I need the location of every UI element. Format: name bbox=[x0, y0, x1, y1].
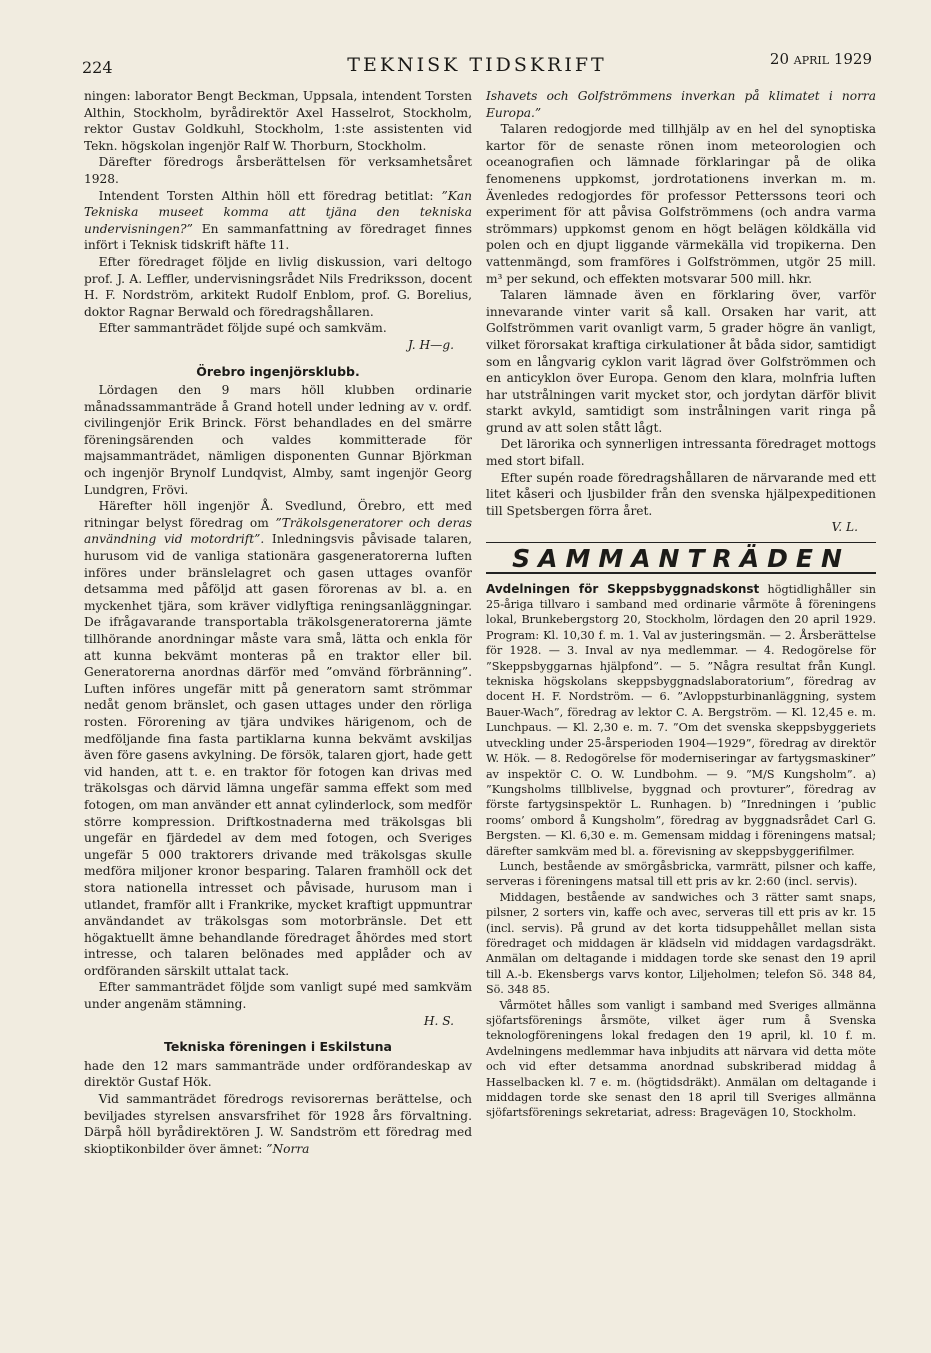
paragraph: Efter föredraget följde en livlig diskussion, vari deltogo prof. J. A. Leffler, undervisningsrådet Nils Fredriksson, docent H. F. Nordström, arkitekt Rudolf Enblom, prof. G. Borelius, doktor Ragnar Berwald och föredragshållaren. bbox=[84, 254, 472, 319]
signature: V. L. bbox=[831, 520, 858, 535]
paragraph: Vid sammanträdet föredrogs revisorernas berättelse, och beviljades styrelsen ansvarsfrihet för 1928 års förvaltning. Därpå höll byrådirektören J. W. Sandström ett föredrag med skioptikonbilder över ämnet: ”Norra bbox=[84, 1092, 472, 1156]
meeting-notices bbox=[486, 582, 876, 1121]
notice-paragraph: Vårmötet hålles som vanligt i samband med Sveriges allmänna sjöfartsförenings årsmöte, vilket äger rum å Svenska teknologföreningens lokal fredagen den 19 april, kl. 10 f. m. Avdelningens medlemmar hava inbjudits att närvara vid detta möte och vid efter detsamma anordnad subskriberad middag å Hasselbacken kl. 7 e. m. (högtidsdräkt). Anmälan om deltagande i middagen torde ske senast den 18 april till Sveriges allmänna sjöfartsförenings sekretariat, adress: Bragevägen 10, Stockholm. bbox=[486, 998, 876, 1120]
signature: J. H—g. bbox=[407, 337, 454, 352]
journal-title: TEKNISK TIDSKRIFT bbox=[347, 54, 607, 76]
section-heading: Tekniska föreningen i Eskilstuna bbox=[164, 1039, 392, 1055]
paragraph: Talaren redogjorde med tillhjälp av en hel del synoptiska kartor för de senaste rönen inom meteorologien och oceanografien och lämnade förklaringar på de olika fenomenens uppkomst, jordrotationens inverkan m. m. Ävenledes redogjordes för professor Petterssons teori och experiment för att påvisa Golfströmmens (och andra varma strömmars) uppkomst genom en högt belägen köldkälla vid polen och en djupt liggande värmekälla vid tropikerna. Den vattenmängd, som framföres i Golfströmmen, utgör 25 mill. m³ per sekund, och effekten motsvarar 500 mill. hkr. bbox=[486, 122, 876, 286]
notice-paragraph: Lunch, bestående av smörgåsbricka, varmrätt, pilsner och kaffe, serveras i föreningens matsal till ett pris av kr. 2:60 (incl. servis). bbox=[486, 859, 876, 889]
page-number: 224 bbox=[82, 58, 113, 77]
paragraph: ningen: laborator Bengt Beckman, Uppsala, intendent Torsten Althin, Stockholm, byrådirektör Axel Hasselrot, Stockholm, rektor Gustav Goldkuhl, Stockholm, 1:ste assistenten vid Tekn. högskolan ingenjör Ralf W. Thorburn, Stockholm. bbox=[84, 89, 472, 153]
paragraph: Efter sammanträdet följde som vanligt supé med samkväm under angenäm stämning. bbox=[84, 980, 472, 1012]
page-header bbox=[82, 50, 872, 80]
paragraph: Intendent Torsten Althin höll ett föredrag betitlat: ”Kan Tekniska museet komma att tjäna den tekniska undervisningen?” En sammanfattning av föredraget finnes infört i Teknisk tidskrift häfte 11. bbox=[84, 188, 472, 253]
issue-date: 20 april 1929 bbox=[769, 50, 872, 68]
paragraph: Efter supén roade föredragshållaren de närvarande med ett litet kåseri och ljusbilder från den svenska hjälpexpeditionen till Spetsbergen förra året. bbox=[486, 470, 876, 518]
paragraph: Talaren lämnade även en förklaring över, varför innevarande vinter varit så kall. Orsaken har varit, att Golfströmmen varit ovanligt varm, 5 grader högre än vanligt, vilket förorsakat kraftiga cirkulationer åt båda sidor, samtidigt som en långvarig cyklon varit lägrad över Golfströmmen och en anticyklon över Europa. Genom den klara, molnfria luften har utstrålningen varit mycket stor, och jordytan därför blivit starkt avkyld, samtidigt som instrålningen varit ringa på grund av att solen stått lågt. bbox=[486, 288, 876, 435]
paragraph: Det lärorika och synnerligen intressanta föredraget mottogs med stort bifall. bbox=[486, 437, 876, 469]
signature: H. S. bbox=[423, 1013, 454, 1028]
notice-paragraph: Middagen, bestående av sandwiches och 3 rätter samt snaps, pilsner, 2 sorters vin, kaffe och avec, serveras till ett pris av kr. 15 (incl. servis). På grund av det korta tidsuppehållet mellan sista föredraget och middagen är klädseln vid middagen vardagsdräkt. Anmälan om deltagande i middagen torde ske senast den 19 april till A.-b. Ekensbergs varvs kontor, Liljeholmen; telefon Sö. 348 84, Sö. 348 85. bbox=[486, 890, 876, 997]
section-banner: SAMMANTRÄDEN bbox=[486, 545, 876, 574]
paragraph: hade den 12 mars sammanträde under ordförandeskap av direktör Gustaf Hök. bbox=[84, 1058, 472, 1090]
paragraph: Lördagen den 9 mars höll klubben ordinarie månadssammanträde å Grand hotell under ledning av v. ordf. civilingenjör Erik Brinck. Först behandlades en del smärre föreningsärenden och valdes kommitterade för majsammanträdet, nämligen disponenten Gunnar Björkman och ingenjör Brynolf Lundqvist, Almby, samt ingenjör Georg Lundgren, Frövi. bbox=[84, 383, 472, 497]
paragraph: Därefter föredrogs årsberättelsen för verksamhetsåret 1928. bbox=[84, 155, 472, 186]
paragraph: Efter sammanträdet följde supé och samkväm. bbox=[98, 321, 387, 336]
section-heading: Örebro ingenjörsklubb. bbox=[196, 363, 360, 379]
paragraph: Härefter höll ingenjör Å. Svedlund, Örebro, ett med ritningar belyst föredrag om ”Träkolsgeneratorer och deras användning vid motordrift”. Inledningsvis påvisade talaren, hurusom vid de vanliga stationära gasgeneratorerna luften införes under bränslelagret och gasen uttages ovanför detsamma med påföljd att gasen förorenas av bl. a. en myckenhet tjära, som kräver vidlyftiga reningsanläggningar. De ifrågavarande transportabla träkolsgeneratorerna jämte tillhörande anordningar måste vara små, lätta och enkla för att kunna bekvämt monteras på en traktor eller bil. Generatorerna anordnas därför med ”omvänd förbränning”. Luften införes ungefär mitt på generatorn samt strömmar nedåt genom bränslet, och gasen uttages under den rörliga rosten. Förorening av tjära undvikes härigenom, och de medföljande fina fasta partiklarna kunna bekvämt avskiljas även före gasens avkylning. De försök, talaren gjort, hade gett vid handen, att t. e. en traktor för fotogen kan drivas med träkolsgas och därvid lämna ungefär samma effekt som med fotogen, om man använder ett annat cylinderlock, som medför större kompression. Driftkostnaderna med träkolsgas bli ungefär en fjärdedel av dem med fotogen, och Sveriges ungefär 5 000 traktorers drivande med träkolsgas skulle medföra miljoner kronor besparing. Talaren framhöll ock det stora nationella intresset och påvisade, hurusom man i utlandet, framför allt i Frankrike, mycket kraftigt uppmuntrar användandet av träkolsgas som motorbränsle. Det ett högaktuellt ämne behandlande föredraget åhördes med stort intresse, och talaren belönades med applåder och av ordföranden särskilt uttalat tack. bbox=[84, 499, 472, 978]
notice-lead: Avdelningen för Skeppsbyggnadskonst bbox=[486, 581, 760, 596]
left-column bbox=[84, 88, 472, 1157]
paragraph: Ishavets och Golfströmmens inverkan på klimatet i norra Europa.” bbox=[486, 89, 876, 120]
section-rule bbox=[486, 542, 876, 543]
notice-paragraph: Avdelningen för Skeppsbyggnadskonst högtidlighåller sin 25-åriga tillvaro i samband med ordinarie vårmöte å föreningens lokal, Brunkebergstorg 20, Stockholm, lördagen den 20 april 1929. Program: Kl. 10,30 f. m. 1. Val av justeringsmän. — 2. Årsberättelse för 1928. — 3. Inval av nya medlemmar. — 4. Redogörelse för ”Skeppsbyggarnas hjälpfond”. — 5. ”Några resultat från Kungl. tekniska högskolans skeppsbyggnadslaboratorium”, föredrag av docent H. F. Nordström. — 6. ”Avloppsturbinanläggning, system Bauer-Wach”, föredrag av lektor C. A. Bergström. — Kl. 12,45 e. m. Lunchpaus. — Kl. 2,30 e. m. 7. ”Om det svenska skeppsbyggeriets utveckling under 25-årsperioden 1904—1929”, föredrag av direktör W. Hök. — 8. Redogörelse för moderniseringar av fartygsmaskiner” av inspektör C. O. W. Lundbohm. — 9. ”M/S Kungsholm”. a) ”Kungsholms tillblivelse, byggnad och provturer”, föredrag av förste fartygsinspektör L. Runhagen. b) ”Inredningen i ’public rooms’ ombord å Kungsholm”, föredrag av byggnadsrådet Carl G. Bergsten. — Kl. 6,30 e. m. Gemensam middag i föreningens matsal; därefter samkväm med bl. a. förevisning av skeppsbyggerifilmer. bbox=[486, 581, 876, 858]
right-column bbox=[486, 88, 876, 1121]
